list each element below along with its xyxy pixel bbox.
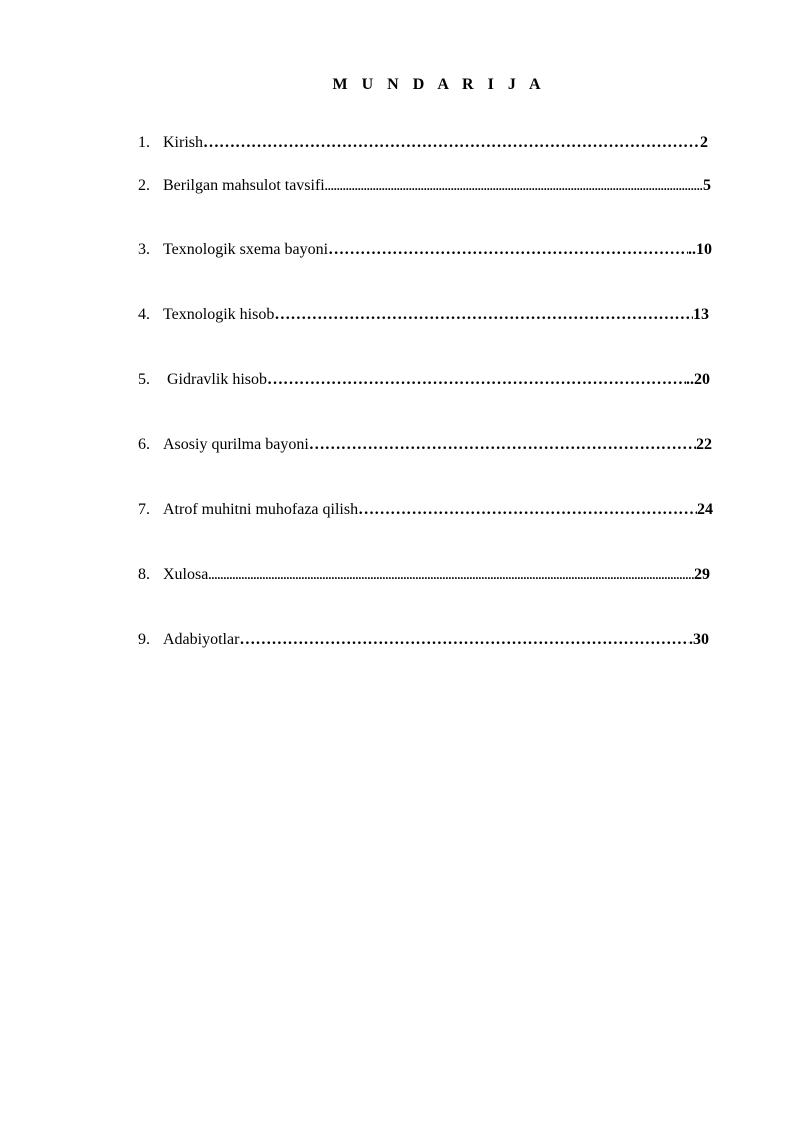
toc-entry-number: 2. <box>138 177 150 194</box>
toc-entry-label: Xulosa <box>163 566 209 583</box>
toc-entry-page: 5 <box>703 177 711 194</box>
toc-entry-label: Texnologik hisob <box>163 306 275 323</box>
toc-entry-number: 9. <box>138 631 150 648</box>
toc-entry-berilgan-mahsulot-tavsifi[interactable] <box>138 177 711 197</box>
toc-entry-page: .30 <box>689 631 709 648</box>
toc-entry-number: 1. <box>138 134 150 151</box>
toc-entry-adabiyotlar[interactable] <box>138 631 709 651</box>
page-title: M U N D A R I J A <box>332 76 546 93</box>
toc-entry-label: Gidravlik hisob <box>167 371 267 388</box>
toc-dot-leader <box>328 241 688 259</box>
toc-entry-label: Adabiyotlar <box>163 631 240 648</box>
toc-dot-leader <box>358 501 697 519</box>
toc-entry-gidravlik-hisob[interactable] <box>138 371 710 391</box>
toc-entry-number: 3. <box>138 241 150 258</box>
toc-entry-page: 2 <box>700 134 708 151</box>
toc-entry-label: Berilgan mahsulot tavsifi <box>163 177 325 194</box>
toc-entry-label: Texnologik sxema bayoni <box>163 241 329 258</box>
toc-entry-page: 22 <box>696 436 712 453</box>
toc-entry-label: Asosiy qurilma bayoni <box>163 436 309 453</box>
toc-entry-label: Kirish <box>163 134 203 151</box>
toc-entry-page: ..20 <box>686 371 710 388</box>
toc-entry-page: 24 <box>697 501 713 518</box>
toc-entry-asosiy-qurilma-bayoni[interactable] <box>138 436 712 456</box>
toc-dot-leader <box>208 566 694 584</box>
toc-entry-number: 4. <box>138 306 150 323</box>
toc-dot-leader <box>203 134 700 152</box>
toc-entry-page: 13 <box>693 306 709 323</box>
toc-entry-label: Atrof muhitni muhofaza qilish <box>163 501 359 518</box>
toc-dot-leader <box>274 306 693 324</box>
toc-entry-atrof-muhitni-muhofaza-qilish[interactable] <box>138 501 713 521</box>
toc-dot-leader <box>309 436 696 454</box>
toc-entry-texnologik-sxema-bayoni[interactable] <box>138 241 712 261</box>
toc-dot-leader <box>325 177 703 195</box>
toc-entry-number: 7. <box>138 501 150 518</box>
toc-entry-number: 8. <box>138 566 150 583</box>
toc-entry-texnologik-hisob[interactable] <box>138 306 709 326</box>
toc-entry-number: 6. <box>138 436 150 453</box>
toc-entry-number: 5. <box>138 371 150 388</box>
toc-entry-kirish[interactable] <box>138 134 708 154</box>
toc-entry-xulosa[interactable] <box>138 566 710 586</box>
toc-dot-leader <box>239 631 689 649</box>
toc-entry-page: ..10 <box>688 241 712 258</box>
toc-dot-leader <box>267 371 686 389</box>
toc-entry-page: 29 <box>694 566 710 583</box>
